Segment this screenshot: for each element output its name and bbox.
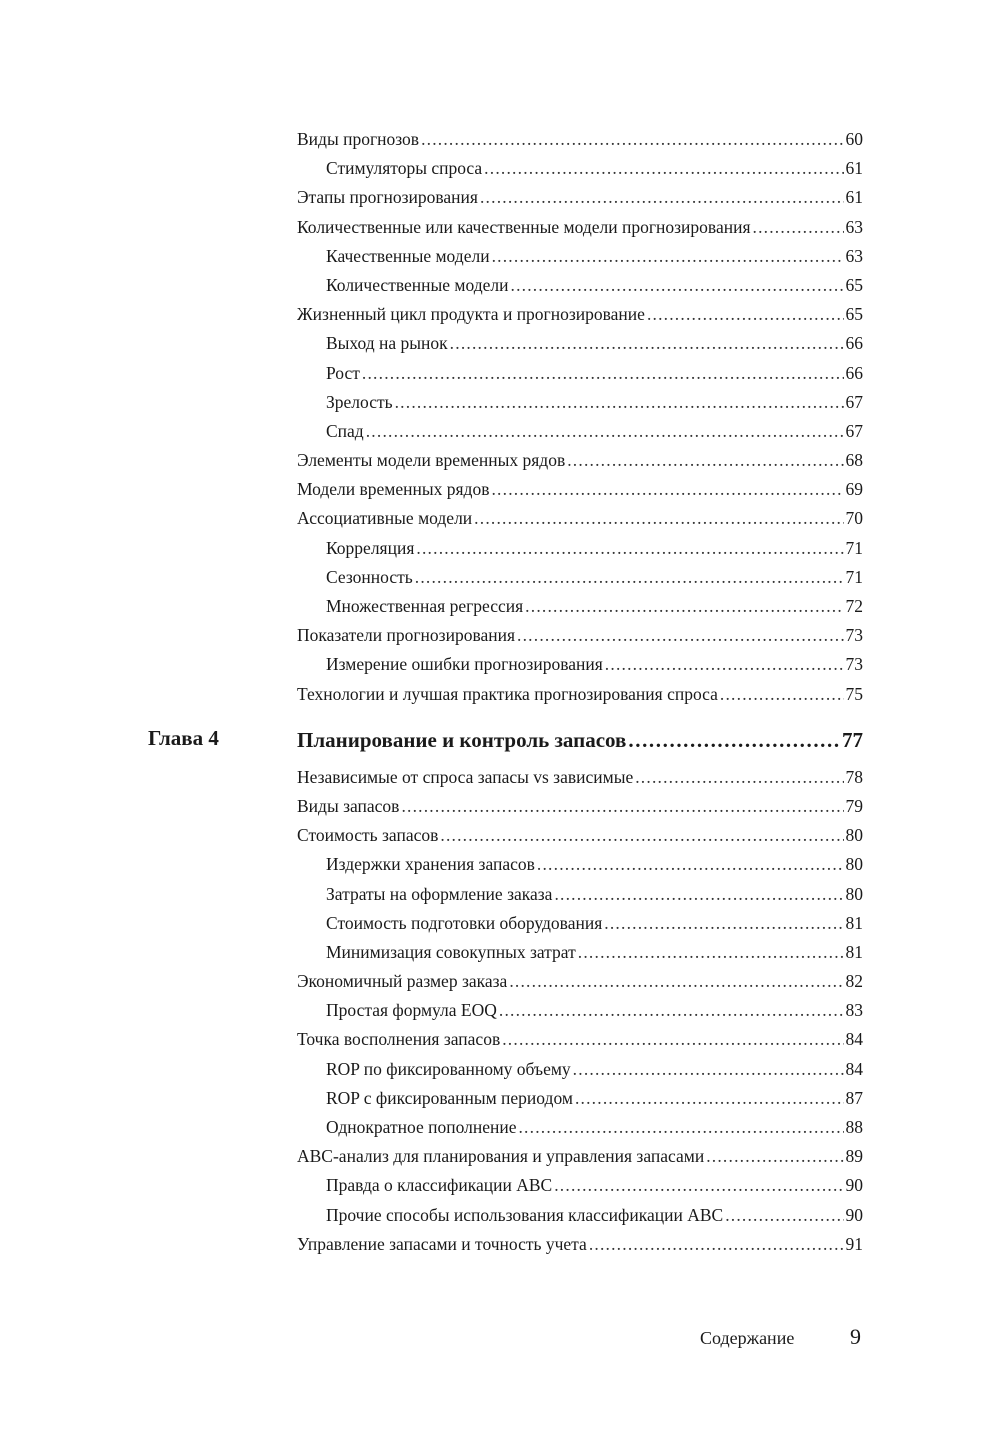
- toc-entry[interactable]: [297, 1084, 863, 1113]
- dot-leader: [440, 821, 843, 850]
- toc-entry[interactable]: [297, 792, 863, 821]
- toc-entry-page: 63: [845, 216, 863, 237]
- toc-entry-title: Технологии и лучшая практика прогнозирования спроса: [297, 683, 718, 704]
- toc-entry-title: ABC-анализ для планирования и управления запасами: [297, 1146, 705, 1167]
- toc-entry-title: Затраты на оформление заказа: [326, 883, 553, 904]
- toc-entry[interactable]: [297, 1142, 863, 1171]
- dot-leader: [492, 242, 844, 271]
- dot-leader: [395, 388, 844, 417]
- dot-leader: [480, 183, 844, 212]
- toc-entry-title: Количественные модели: [326, 274, 509, 295]
- toc-entry-title: Модели временных рядов: [297, 479, 490, 500]
- toc-entry-title: Количественные или качественные модели прогнозирования: [297, 216, 751, 237]
- toc-entry[interactable]: [297, 938, 863, 967]
- toc-entry-page: 67: [845, 420, 863, 441]
- toc-entry[interactable]: [297, 763, 863, 792]
- toc-entry-title: Спад: [326, 420, 364, 441]
- toc-entry-title: ROP по фиксированному объему: [326, 1058, 571, 1079]
- toc-entry-title: Стоимость запасов: [297, 825, 439, 846]
- toc-entry[interactable]: [297, 446, 863, 475]
- toc-entry[interactable]: [297, 1055, 863, 1084]
- toc-entry[interactable]: [297, 213, 863, 242]
- dot-leader: [450, 329, 844, 358]
- toc-entry-page: 80: [845, 854, 863, 875]
- dot-leader: [518, 1113, 843, 1142]
- toc-entry[interactable]: [297, 967, 863, 996]
- dot-leader: [509, 967, 843, 996]
- dot-leader: [499, 996, 844, 1025]
- toc-entry-page: 71: [845, 537, 863, 558]
- chapter-page-number: 77: [842, 727, 863, 752]
- toc-entry-title: Сезонность: [326, 566, 413, 587]
- toc-entry-page: 61: [845, 158, 863, 179]
- toc-entry-title: Этапы прогнозирования: [297, 187, 478, 208]
- dot-leader: [604, 909, 843, 938]
- toc-entry-title: ROP с фиксированным периодом: [326, 1087, 573, 1108]
- toc-entry-title: Измерение ошибки прогнозирования: [326, 654, 603, 675]
- toc-entry-title: Стимуляторы спроса: [326, 158, 483, 179]
- toc-entry[interactable]: [297, 592, 863, 621]
- dot-leader: [578, 938, 844, 967]
- toc-entry-page: 66: [845, 333, 863, 354]
- dot-leader: [517, 621, 843, 650]
- toc-entry[interactable]: [297, 650, 863, 679]
- toc-entry-title: Зрелость: [326, 391, 393, 412]
- toc-entry-page: 63: [845, 245, 863, 266]
- dot-leader: [605, 650, 844, 679]
- toc-entry-page: 65: [845, 274, 863, 295]
- toc-entry-page: 87: [845, 1087, 863, 1108]
- toc-entry-page: 71: [845, 566, 863, 587]
- toc-entry-page: 69: [845, 479, 863, 500]
- dot-leader: [491, 475, 843, 504]
- toc-entry[interactable]: [297, 242, 863, 271]
- toc-entry[interactable]: [297, 154, 863, 183]
- toc-entry-page: 72: [845, 596, 863, 616]
- toc-entry-page: 89: [845, 1146, 863, 1167]
- toc-entry-title: Жизненный цикл продукта и прогнозирование: [297, 304, 645, 325]
- toc-entry-title: Правда о классификации ABC: [326, 1175, 553, 1196]
- toc-entry-page: 60: [845, 129, 863, 149]
- toc-entry[interactable]: [297, 534, 863, 563]
- toc-entry-title: Элементы модели временных рядов: [297, 450, 566, 471]
- toc-entry[interactable]: [297, 821, 863, 850]
- toc-entry[interactable]: [297, 359, 863, 388]
- chapter-label: Глава 4: [148, 726, 219, 750]
- dot-leader: [554, 1171, 843, 1200]
- dot-leader: [421, 125, 843, 154]
- toc-entry-page: 90: [845, 1204, 863, 1225]
- toc-entry[interactable]: [297, 417, 863, 446]
- toc-entry-page: 81: [845, 912, 863, 933]
- toc-entry[interactable]: [297, 563, 863, 592]
- toc-entry[interactable]: [297, 329, 863, 358]
- table-of-contents: [297, 125, 863, 1259]
- toc-entry-title: Выход на рынок: [326, 333, 448, 354]
- toc-entry-page: 80: [845, 883, 863, 904]
- dot-leader: [511, 271, 844, 300]
- toc-entry[interactable]: [297, 504, 863, 533]
- dot-leader: [525, 592, 843, 621]
- dot-leader: [366, 417, 844, 446]
- dot-leader: [537, 850, 844, 879]
- toc-entry-title: Минимизация совокупных затрат: [326, 941, 576, 962]
- toc-entry-page: 73: [845, 654, 863, 675]
- running-footer-label: Содержание: [700, 1328, 795, 1348]
- dot-leader: [635, 763, 843, 792]
- toc-entry[interactable]: [297, 680, 863, 709]
- toc-entry-title: Корреляция: [326, 537, 415, 558]
- toc-entry-title: Виды прогнозов: [297, 129, 420, 149]
- toc-entry-page: 88: [845, 1117, 863, 1137]
- toc-entry[interactable]: [297, 183, 863, 212]
- page-number: 9: [850, 1324, 861, 1349]
- toc-entry-page: 68: [845, 450, 863, 471]
- toc-entry-page: 67: [845, 391, 863, 412]
- dot-leader: [573, 1055, 844, 1084]
- toc-entry-page: 90: [845, 1175, 863, 1196]
- dot-leader: [589, 1230, 844, 1259]
- toc-entry-page: 91: [845, 1233, 863, 1254]
- toc-entry[interactable]: [297, 621, 863, 650]
- toc-entry[interactable]: [297, 388, 863, 417]
- toc-entry-title: Рост: [326, 362, 360, 383]
- chapter-heading[interactable]: [297, 717, 863, 763]
- toc-entry[interactable]: [297, 1171, 863, 1200]
- toc-entry-title: Показатели прогнозирования: [297, 625, 516, 646]
- toc-entry-page: 61: [845, 187, 863, 208]
- dot-leader: [554, 880, 843, 909]
- toc-entry-page: 75: [845, 683, 863, 704]
- toc-entry-page: 83: [845, 1000, 863, 1021]
- toc-entry-page: 84: [845, 1029, 863, 1050]
- dot-leader: [720, 680, 844, 709]
- dot-leader: [753, 213, 844, 242]
- toc-entry-page: 70: [845, 508, 863, 529]
- toc-entry-page: 78: [845, 766, 863, 787]
- toc-entry[interactable]: [297, 475, 863, 504]
- dot-leader: [502, 1025, 843, 1054]
- toc-entry-title: Управление запасами и точность учета: [297, 1233, 587, 1254]
- toc-entry-title: Простая формула EOQ: [326, 1000, 497, 1021]
- toc-entry-page: 84: [845, 1058, 863, 1079]
- toc-entry[interactable]: [297, 271, 863, 300]
- toc-entry-title: Однократное пополнение: [326, 1117, 517, 1137]
- toc-entry[interactable]: [297, 850, 863, 879]
- toc-entry-page: 80: [845, 825, 863, 846]
- toc-entry-title: Множественная регрессия: [326, 596, 524, 616]
- toc-entry-page: 65: [845, 304, 863, 325]
- dot-leader: [647, 300, 844, 329]
- toc-section-chapter-3: [297, 125, 863, 709]
- dot-leader: [725, 1201, 843, 1230]
- toc-section-chapter-4: [297, 763, 863, 1259]
- toc-entry[interactable]: [297, 300, 863, 329]
- dot-leader: [484, 154, 843, 183]
- dot-leader: [628, 717, 840, 763]
- toc-entry-title: Качественные модели: [326, 245, 490, 266]
- dot-leader: [567, 446, 843, 475]
- toc-entry-title: Точка восполнения запасов: [297, 1029, 501, 1050]
- toc-entry-page: 81: [845, 941, 863, 962]
- toc-entry[interactable]: [297, 1025, 863, 1054]
- toc-entry-page: 73: [845, 625, 863, 646]
- dot-leader: [706, 1142, 843, 1171]
- dot-leader: [474, 504, 843, 533]
- toc-entry-page: 79: [845, 795, 863, 816]
- toc-entry[interactable]: [297, 1201, 863, 1230]
- toc-entry-page: 66: [845, 362, 863, 383]
- chapter-title: Планирование и контроль запасов: [297, 727, 627, 752]
- toc-entry[interactable]: [297, 996, 863, 1025]
- toc-entry-title: Стоимость подготовки оборудования: [326, 912, 603, 933]
- dot-leader: [575, 1084, 844, 1113]
- toc-entry[interactable]: [297, 125, 863, 154]
- toc-entry-title: Прочие способы использования классификации ABC: [326, 1204, 724, 1225]
- toc-entry[interactable]: [297, 880, 863, 909]
- toc-entry[interactable]: [297, 1113, 863, 1142]
- toc-entry-title: Независимые от спроса запасы vs зависимые: [297, 766, 634, 787]
- toc-entry-title: Издержки хранения запасов: [326, 854, 535, 875]
- toc-entry-title: Экономичный размер заказа: [297, 971, 508, 992]
- toc-entry[interactable]: [297, 1230, 863, 1259]
- dot-leader: [362, 359, 844, 388]
- dot-leader: [401, 792, 843, 821]
- dot-leader: [415, 563, 844, 592]
- dot-leader: [416, 534, 843, 563]
- toc-entry-title: Ассоциативные модели: [297, 508, 473, 529]
- toc-entry-title: Виды запасов: [297, 795, 400, 816]
- toc-entry-page: 82: [845, 971, 863, 992]
- toc-entry[interactable]: [297, 909, 863, 938]
